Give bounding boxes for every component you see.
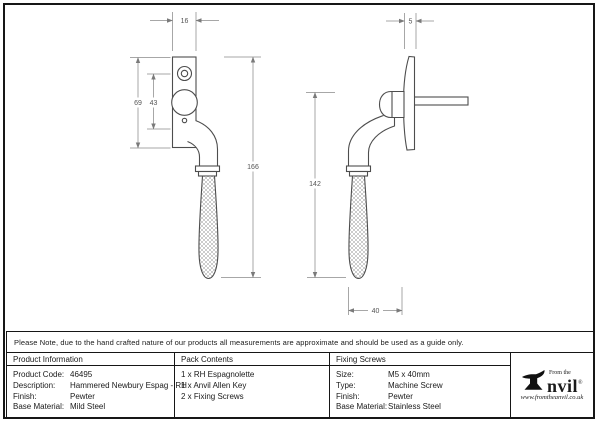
- row-value: Pewter: [70, 391, 95, 401]
- list-item: 1 x RH Espagnolette: [181, 370, 255, 379]
- side-grip: [349, 176, 368, 279]
- anvil-icon: [521, 370, 547, 391]
- table-row: [336, 381, 510, 392]
- row-value: Machine Screw: [388, 380, 443, 390]
- fixing-screws-header: Fixing Screws: [330, 353, 510, 366]
- logo-name: nvil®: [546, 375, 584, 396]
- dim-projection: 40: [371, 308, 380, 315]
- row-label: Finish:: [336, 391, 360, 401]
- row-label: Product Code:: [13, 370, 65, 379]
- row-value: Hammered Newbury Espag - RH: [70, 380, 187, 390]
- front-grip: [199, 176, 218, 279]
- list-item: 1 x Anvil Allen Key: [181, 380, 247, 390]
- front-knob: [172, 90, 198, 116]
- front-ferrule-upper: [196, 166, 220, 172]
- row-value: Pewter: [388, 391, 413, 401]
- pack-contents-column: [174, 353, 329, 417]
- dim-overall-height: 166: [247, 164, 259, 171]
- spec-table: [6, 352, 594, 418]
- logo-website: www.fromtheanvil.co.uk: [520, 393, 584, 401]
- dim-plate-height: 69: [134, 100, 142, 107]
- row-value: 46495: [70, 370, 93, 379]
- pack-contents-header: Pack Contents: [175, 353, 329, 366]
- dim-plate-width: 16: [180, 18, 189, 25]
- brand-logo: [521, 370, 584, 401]
- note-text: Please Note, due to the hand crafted nature of our products all measurements are approximate and should be used as a guide only.: [14, 337, 464, 347]
- front-view-drawing: [172, 57, 220, 279]
- row-label: Type:: [336, 380, 356, 390]
- dim-fixing-centres: 43: [149, 100, 158, 107]
- row-label: Size:: [336, 370, 354, 379]
- table-row: [13, 380, 187, 392]
- row-value: Mild Steel: [70, 402, 106, 412]
- row-value: Stainless Steel: [388, 402, 441, 412]
- side-ferrule-upper: [347, 166, 371, 172]
- side-ferrule-lower: [350, 172, 368, 177]
- row-label: Description:: [13, 380, 56, 390]
- approximate-measurements-note: [6, 331, 594, 353]
- row-label: Base Material:: [336, 402, 388, 412]
- dim-plate-thickness: 5: [408, 18, 413, 26]
- side-backplate: [404, 57, 415, 151]
- table-row: [13, 402, 174, 413]
- row-value: M5 x 40mm: [388, 370, 430, 379]
- registered-mark: ®: [577, 379, 584, 386]
- table-row: [336, 402, 510, 413]
- front-ferrule-lower: [199, 172, 217, 177]
- row-label: Finish:: [13, 391, 37, 401]
- table-row: [13, 392, 174, 403]
- logo-prefix: From the: [548, 369, 571, 376]
- list-item: 2 x Fixing Screws: [181, 391, 244, 401]
- side-view-drawing: [347, 57, 469, 279]
- table-row: [336, 370, 510, 381]
- dim-handle-length: 142: [309, 181, 321, 188]
- brand-logo-cell: [510, 353, 593, 417]
- fixing-screws-column: [329, 353, 510, 417]
- product-information-column: [7, 353, 187, 417]
- table-row: [13, 370, 174, 381]
- row-label: Base Material:: [13, 402, 65, 412]
- product-information-header: Product Information: [7, 353, 174, 366]
- table-row: [336, 392, 510, 403]
- side-spindle: [414, 97, 468, 105]
